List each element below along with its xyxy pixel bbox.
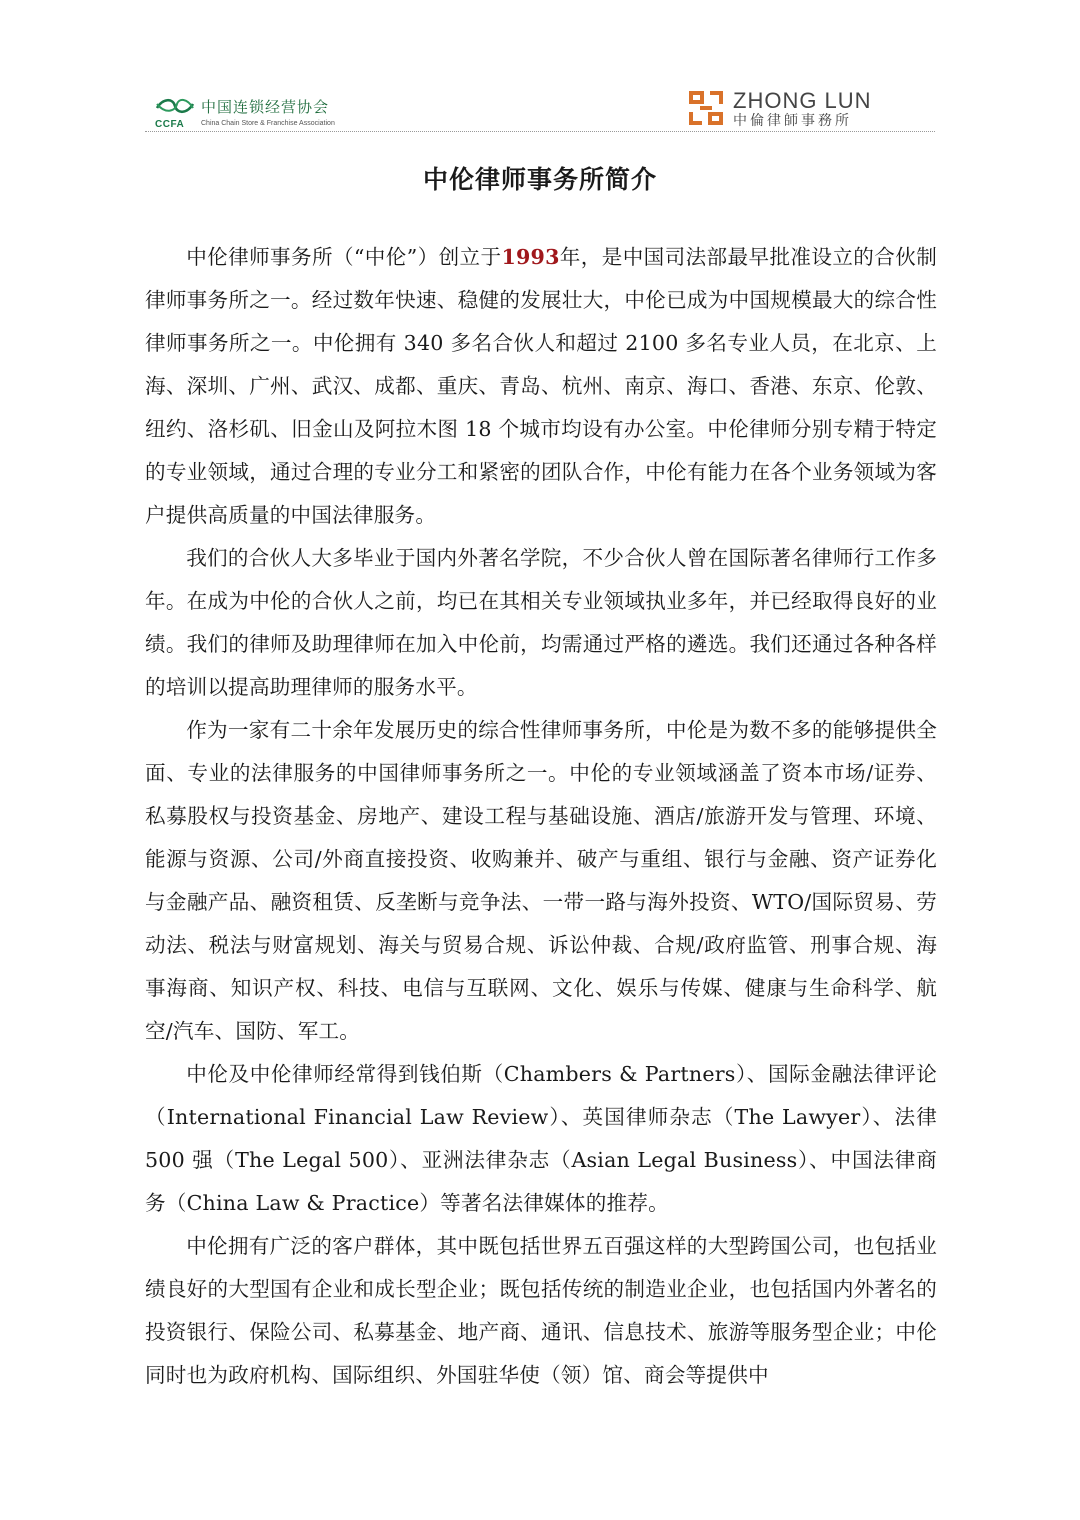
paragraph-recognition: 中伦及中伦律师经常得到钱伯斯（Chambers & Partners）、国际金融法律评论（International Financial Law Review）、英国律师杂志（The Lawyer）、法律 500 强（The Legal 500）、亚洲法律杂志（Asian Legal Business）、中国法律商务（China Law & Practice）等著名法律媒体的推荐。	[145, 1062, 937, 1215]
ccfa-logo	[153, 94, 413, 130]
paragraph-text: 年，是中国司法部最早批准设立的合伙制律师事务所之一。经过数年快速、稳健的发展壮大，中伦已成为中国规模最大的综合性律师事务所之一。中伦拥有 340 多名合伙人和超过 2100 多名专业人员，在北京、上海、深圳、广州、武汉、成都、重庆、青岛、杭州、南京、海口、香港、东京、伦敦、纽约、洛杉矶、旧金山及阿拉木图 18 个城市均设有办公室。中伦律师分别专精于特定的专业领域，通过合理的专业分工和紧密的团队合作，中伦有能力在各个业务领域为客户提供高质量的中国法律服务。	[145, 245, 937, 527]
ccfa-name-en: China Chain Store & Franchise Association	[201, 120, 335, 127]
paragraph-partners: 我们的合伙人大多毕业于国内外著名学院，不少合伙人曾在国际著名律师行工作多年。在成为中伦的合伙人之前，均已在其相关专业领域执业多年，并已经取得良好的业绩。我们的律师及助理律师在加入中伦前，均需通过严格的遴选。我们还通过各种各样的培训以提高助理律师的服务水平。	[145, 546, 937, 699]
ccfa-abbr: CCFA	[155, 119, 185, 130]
paragraph-founding	[145, 236, 937, 537]
header-divider	[145, 131, 935, 132]
ccfa-name-cn: 中国连锁经营协会	[201, 98, 330, 116]
paragraph-practice-areas: 作为一家有二十余年发展历史的综合性律师事务所，中伦是为数不多的能够提供全面、专业的法律服务的中国律师事务所之一。中伦的专业领域涵盖了资本市场/证券、私募股权与投资基金、房地产、建设工程与基础设施、酒店/旅游开发与管理、环境、能源与资源、公司/外商直接投资、收购兼并、破产与重组、银行与金融、资产证券化与金融产品、融资租赁、反垄断与竞争法、一带一路与海外投资、WTO/国际贸易、劳动法、税法与财富规划、海关与贸易合规、诉讼仲裁、合规/政府监管、刑事合规、海事海商、知识产权、科技、电信与互联网、文化、娱乐与传媒、健康与生命科学、航空/汽车、国防、军工。	[145, 718, 937, 1043]
paragraph-text: 中伦律师事务所（“中伦”）创立于	[186, 245, 502, 269]
zhonglun-logo	[688, 88, 903, 130]
zhonglun-name-cn: 中倫律師事務所	[733, 113, 852, 129]
founding-year: 1993	[501, 245, 560, 269]
page-header	[145, 84, 935, 134]
zhonglun-mark-icon	[688, 90, 724, 126]
page-title: 中伦律师事务所简介	[422, 165, 657, 194]
document-body	[145, 236, 937, 1397]
zhonglun-name-en: ZHONG LUN	[733, 88, 872, 113]
paragraph-clients: 中伦拥有广泛的客户群体，其中既包括世界五百强这样的大型跨国公司，也包括业绩良好的大型国有企业和成长型企业；既包括传统的制造业企业，也包括国内外著名的投资银行、保险公司、私募基金、地产商、通讯、信息技术、旅游等服务型企业；中伦同时也为政府机构、国际组织、外国驻华使（领）馆、商会等提供中	[145, 1234, 937, 1387]
